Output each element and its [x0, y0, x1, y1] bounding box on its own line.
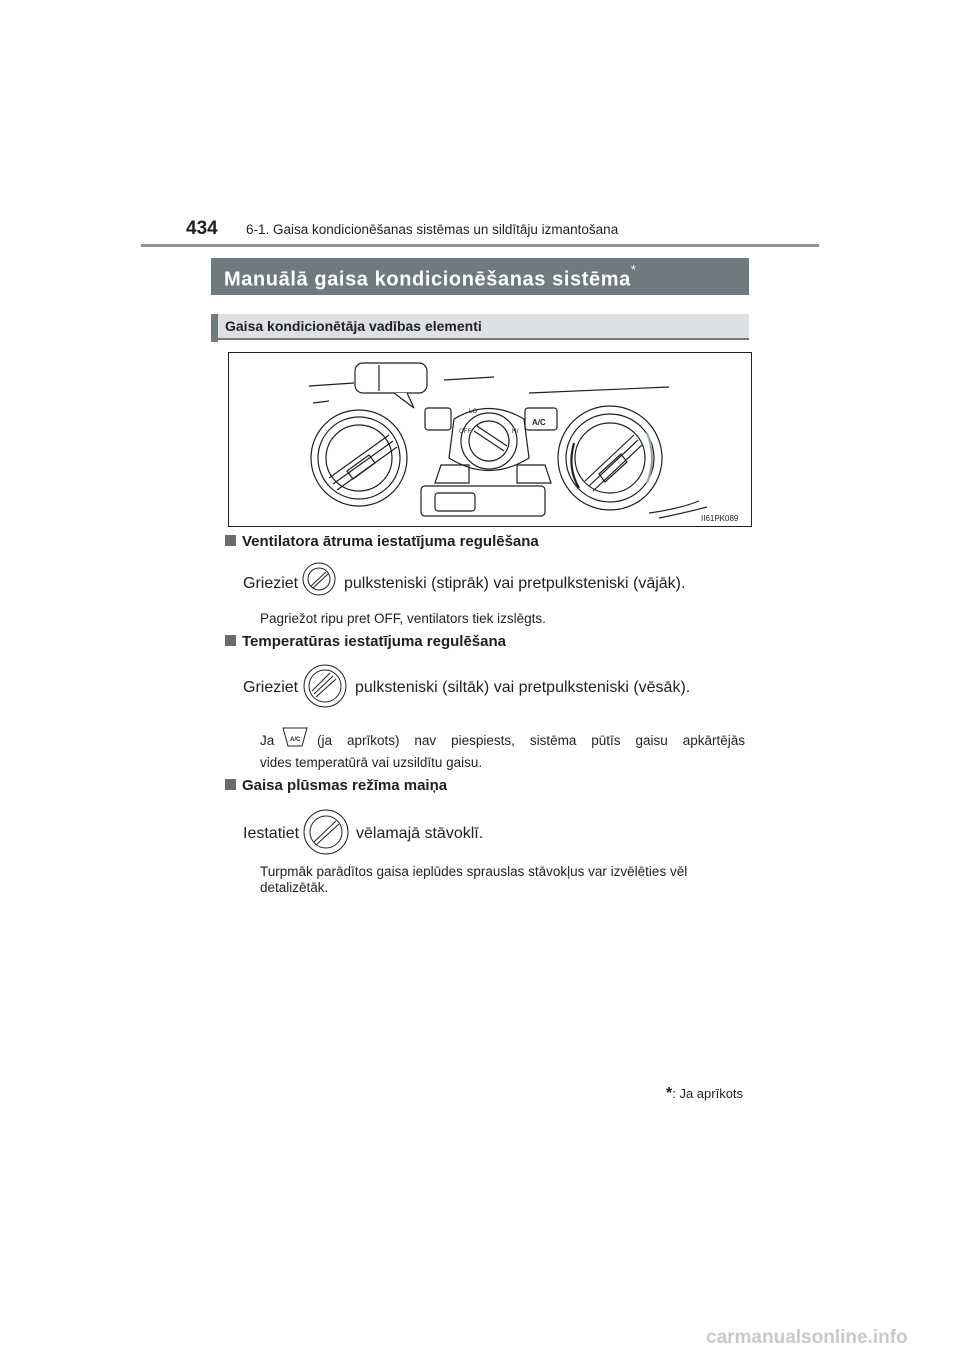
footnote-text: : Ja aprīkots	[672, 1086, 744, 1101]
airflow-knob-icon	[302, 806, 350, 858]
fan-speed-after: pulksteniski (stiprāk) vai pretpulksteniski (vājāk).	[344, 575, 686, 592]
ac-panel-drawing	[229, 353, 751, 526]
subheading-title: Gaisa kondicionētāja vadības elementi	[225, 318, 482, 334]
watermark: carmanualsonline.info	[706, 1327, 908, 1348]
airflow-after: vēlamajā stāvoklī.	[356, 825, 484, 842]
fan-speed-before: Grieziet	[243, 575, 299, 592]
lo-label: LO	[469, 409, 478, 415]
airflow-note-line1: Turpmāk parādītos gaisa ieplūdes sprauslas stāvokļus var izvēlēties vēl	[260, 864, 688, 879]
page-title	[211, 258, 749, 295]
defrost-button	[425, 408, 451, 430]
temperature-before: Grieziet	[243, 679, 299, 696]
fresh-air-button	[517, 465, 551, 483]
subheading-stripe	[211, 314, 218, 342]
hi-label: HI	[512, 429, 518, 435]
airflow-before: Iestatiet	[243, 825, 300, 842]
footnote	[666, 1085, 743, 1103]
fan-speed-knob-icon	[302, 562, 336, 596]
temperature-note-before: Ja	[260, 733, 275, 748]
section-heading-fan-speed	[225, 533, 539, 550]
section-heading-temperature	[225, 633, 506, 650]
temperature-note-after: (ja aprīkots) nav piespiests, sistēma pūtīs gaisu apkārtējās	[317, 733, 745, 748]
fan-speed-note: Pagriežot ripu pret OFF, ventilators tiek izslēgts.	[260, 611, 546, 626]
ac-icon-label: A/C	[290, 737, 301, 743]
section-header: 6-1. Gaisa kondicionēšanas sistēmas un sildītāju izmantošana	[246, 222, 619, 237]
square-bullet-icon	[225, 635, 236, 646]
title-asterisk: *	[630, 262, 637, 277]
temperature-heading: Temperatūras iestatījuma regulēšana	[242, 633, 506, 650]
figure-id: II61PK089	[701, 514, 739, 523]
recirc-button	[435, 465, 469, 483]
airflow-heading: Gaisa plūsmas režīma maiņa	[242, 777, 448, 794]
fan-speed-heading: Ventilatora ātruma iestatījuma regulēšana	[242, 533, 539, 550]
temperature-after: pulksteniski (siltāk) vai pretpulksteniski (vēsāk).	[355, 679, 691, 696]
ac-button-label: A/C	[532, 418, 546, 427]
page-title-text: Manuālā gaisa kondicionēšanas sistēma	[224, 268, 631, 291]
temperature-knob-icon	[302, 663, 348, 709]
square-bullet-icon	[225, 535, 236, 546]
airflow-note-line2: detalizētāk.	[260, 880, 329, 895]
ac-button-icon	[282, 727, 308, 747]
header-rule	[141, 244, 819, 247]
page-number: 434	[186, 218, 218, 239]
square-bullet-icon	[225, 779, 236, 790]
ac-control-illustration	[228, 352, 752, 527]
footnote-asterisk: *	[666, 1085, 673, 1102]
section-heading-airflow	[225, 777, 447, 794]
temperature-note-line2: vides temperatūrā vai uzsildītu gaisu.	[260, 755, 483, 770]
defog-callout	[355, 363, 427, 393]
off-label: OFF	[459, 429, 471, 435]
